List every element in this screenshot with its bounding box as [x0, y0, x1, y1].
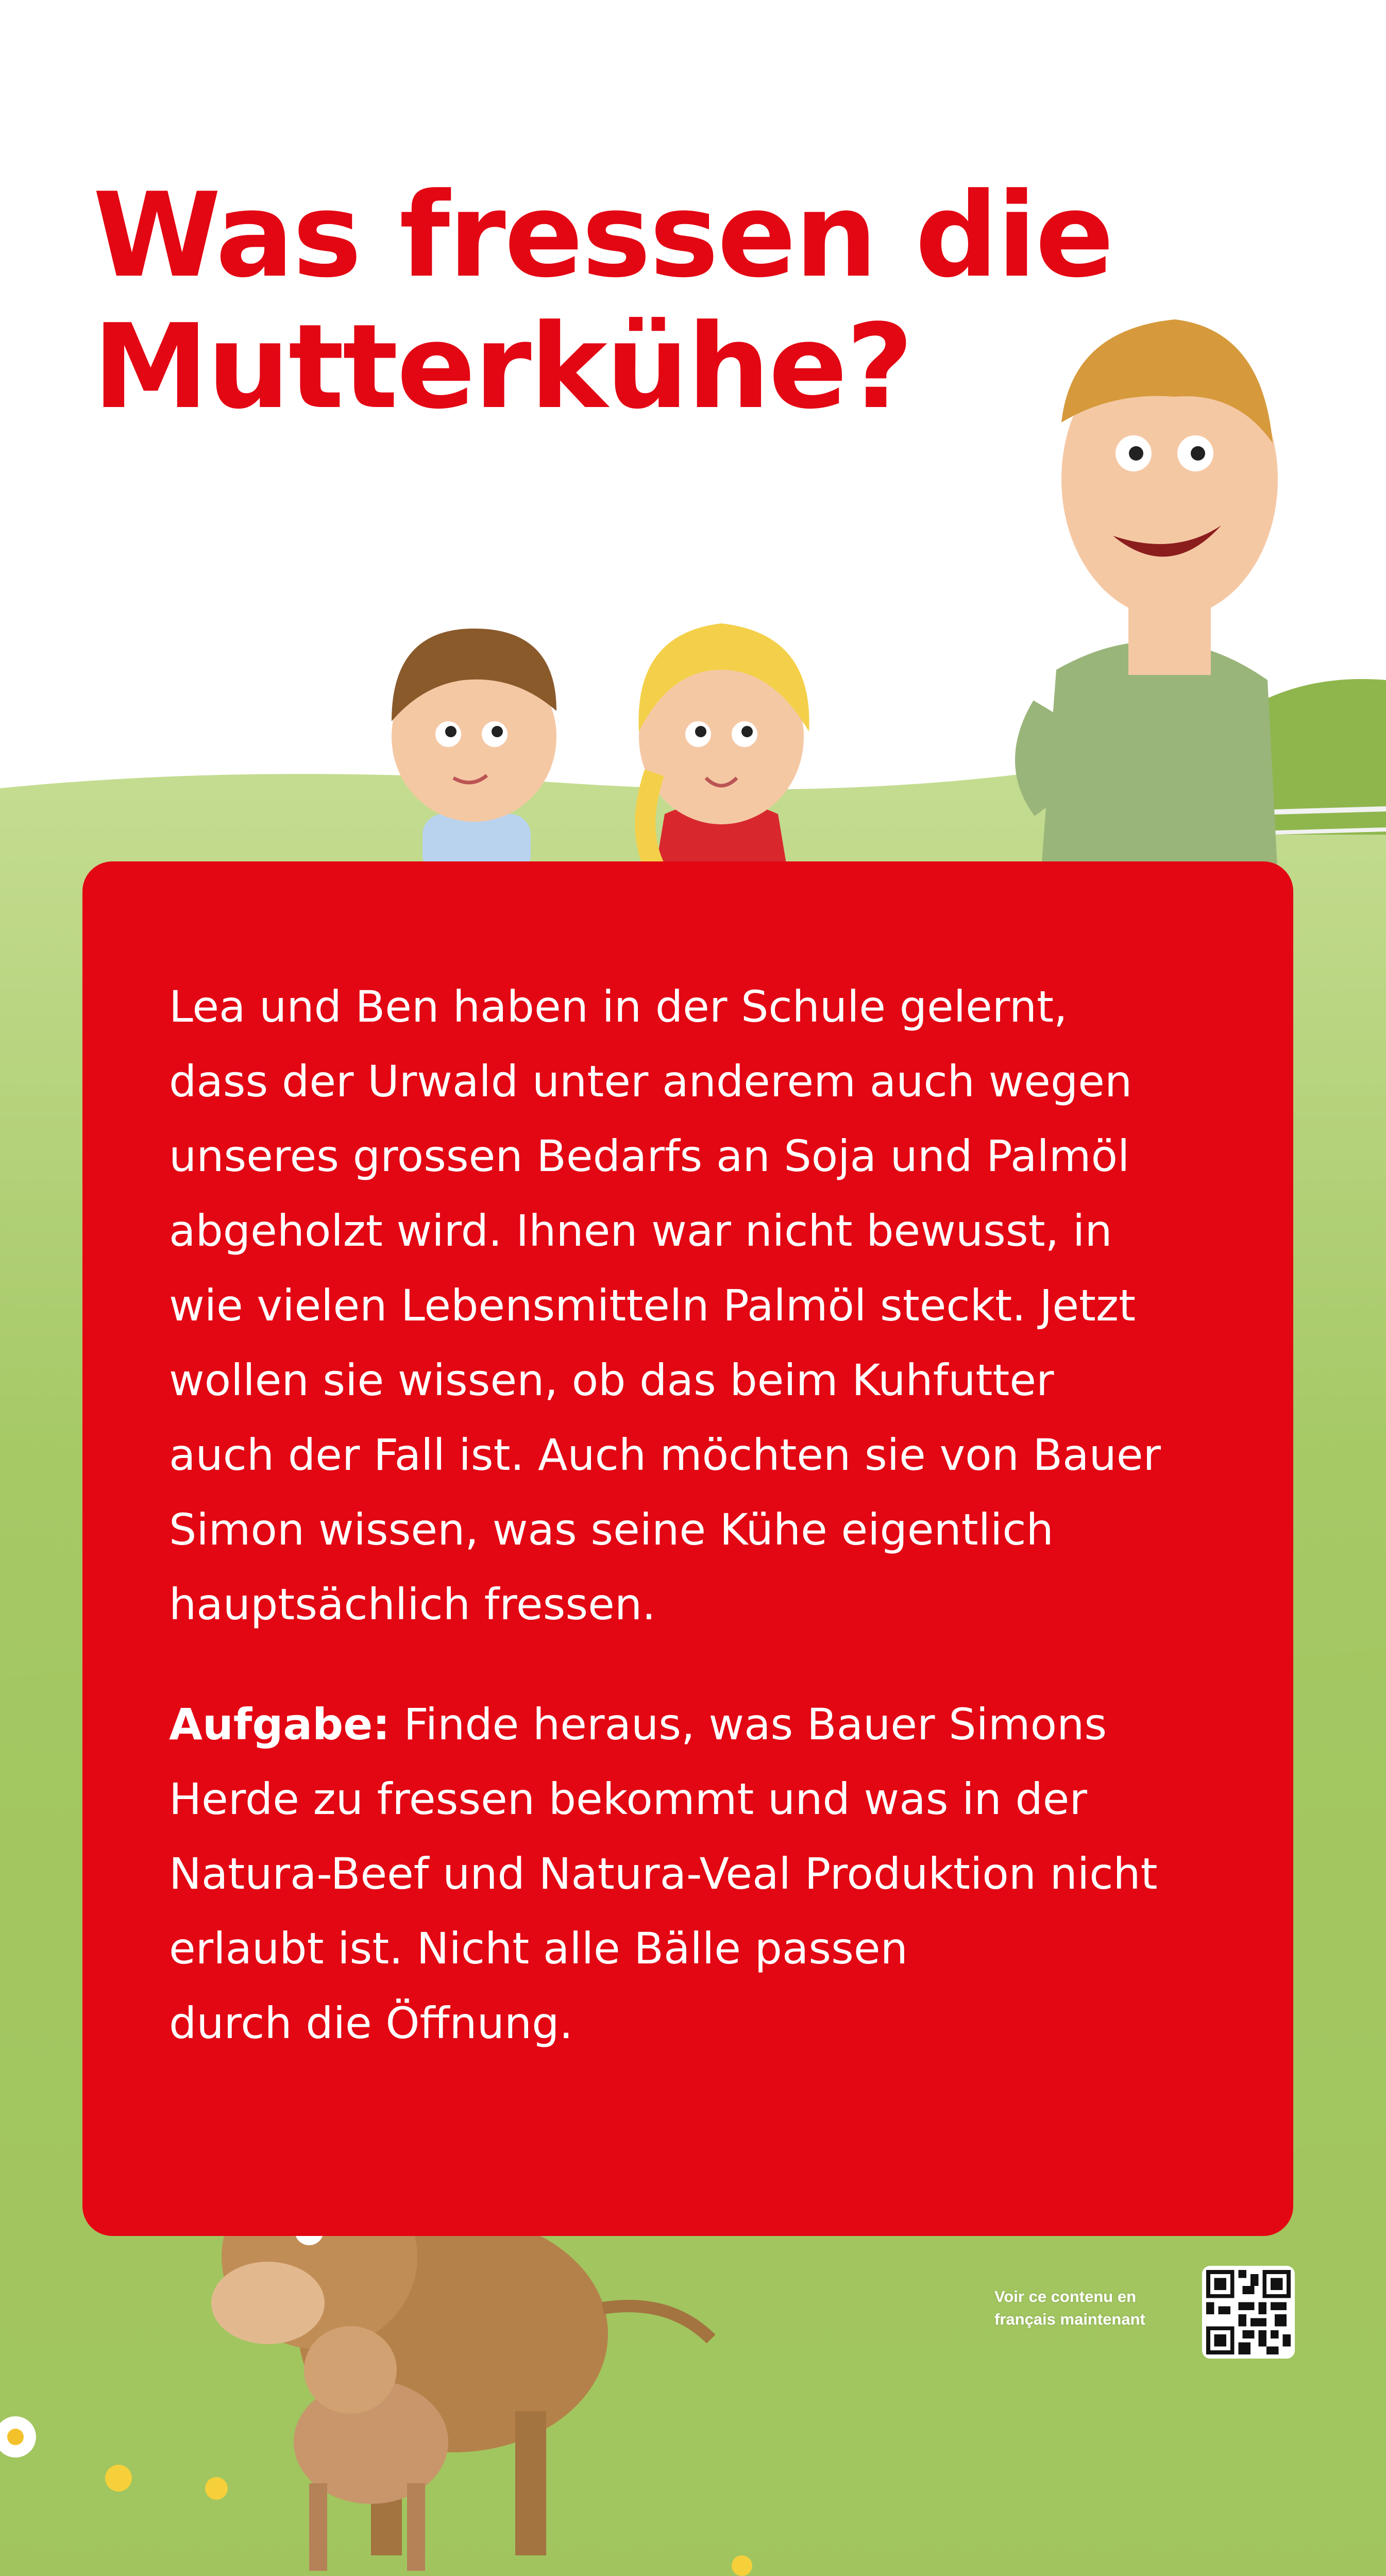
task-line: [169, 1687, 1251, 1762]
task-paragraph: [169, 1687, 1251, 2061]
intro-line: wie vielen Lebensmitteln Palmöl steckt. Jetzt: [169, 1280, 1136, 1331]
info-panel: [82, 861, 1293, 2236]
title-line-2: Mutterkühe?: [93, 299, 912, 435]
title-line-1: Was fressen die: [93, 168, 1113, 303]
page-title: [93, 170, 1112, 433]
french-link-text[interactable]: [994, 2285, 1190, 2331]
task-line: durch die Öffnung.: [169, 1998, 573, 2048]
task-line: erlaubt ist. Nicht alle Bälle passen: [169, 1923, 908, 1974]
intro-line: auch der Fall ist. Auch möchten sie von Bauer: [169, 1430, 1161, 1480]
task-first-line: Finde heraus, was Bauer Simons: [390, 1699, 1107, 1750]
task-line: Herde zu fressen bekommt und was in der: [169, 1774, 1088, 1824]
french-line-1: Voir ce contenu en: [994, 2287, 1137, 2306]
intro-line: abgeholzt wird. Ihnen war nicht bewusst, in: [169, 1206, 1112, 1256]
intro-line: Simon wissen, was seine Kühe eigentlich: [169, 1504, 1054, 1555]
intro-line: wollen sie wissen, ob das beim Kuhfutter: [169, 1355, 1054, 1405]
intro-line: unseres grossen Bedarfs an Soja und Palmöl: [169, 1131, 1130, 1181]
french-line-2: français maintenant: [994, 2310, 1145, 2328]
qr-code-icon[interactable]: [1202, 2266, 1295, 2359]
intro-line: dass der Urwald unter anderem auch wegen: [169, 1056, 1133, 1107]
intro-line: Lea und Ben haben in der Schule gelernt,: [169, 981, 1068, 1032]
task-label: Aufgabe:: [169, 1699, 390, 1750]
intro-line: hauptsächlich fressen.: [169, 1579, 656, 1630]
intro-paragraph: [169, 970, 1251, 1642]
task-line: Natura-Beef und Natura-Veal Produktion nicht: [169, 1849, 1158, 1899]
